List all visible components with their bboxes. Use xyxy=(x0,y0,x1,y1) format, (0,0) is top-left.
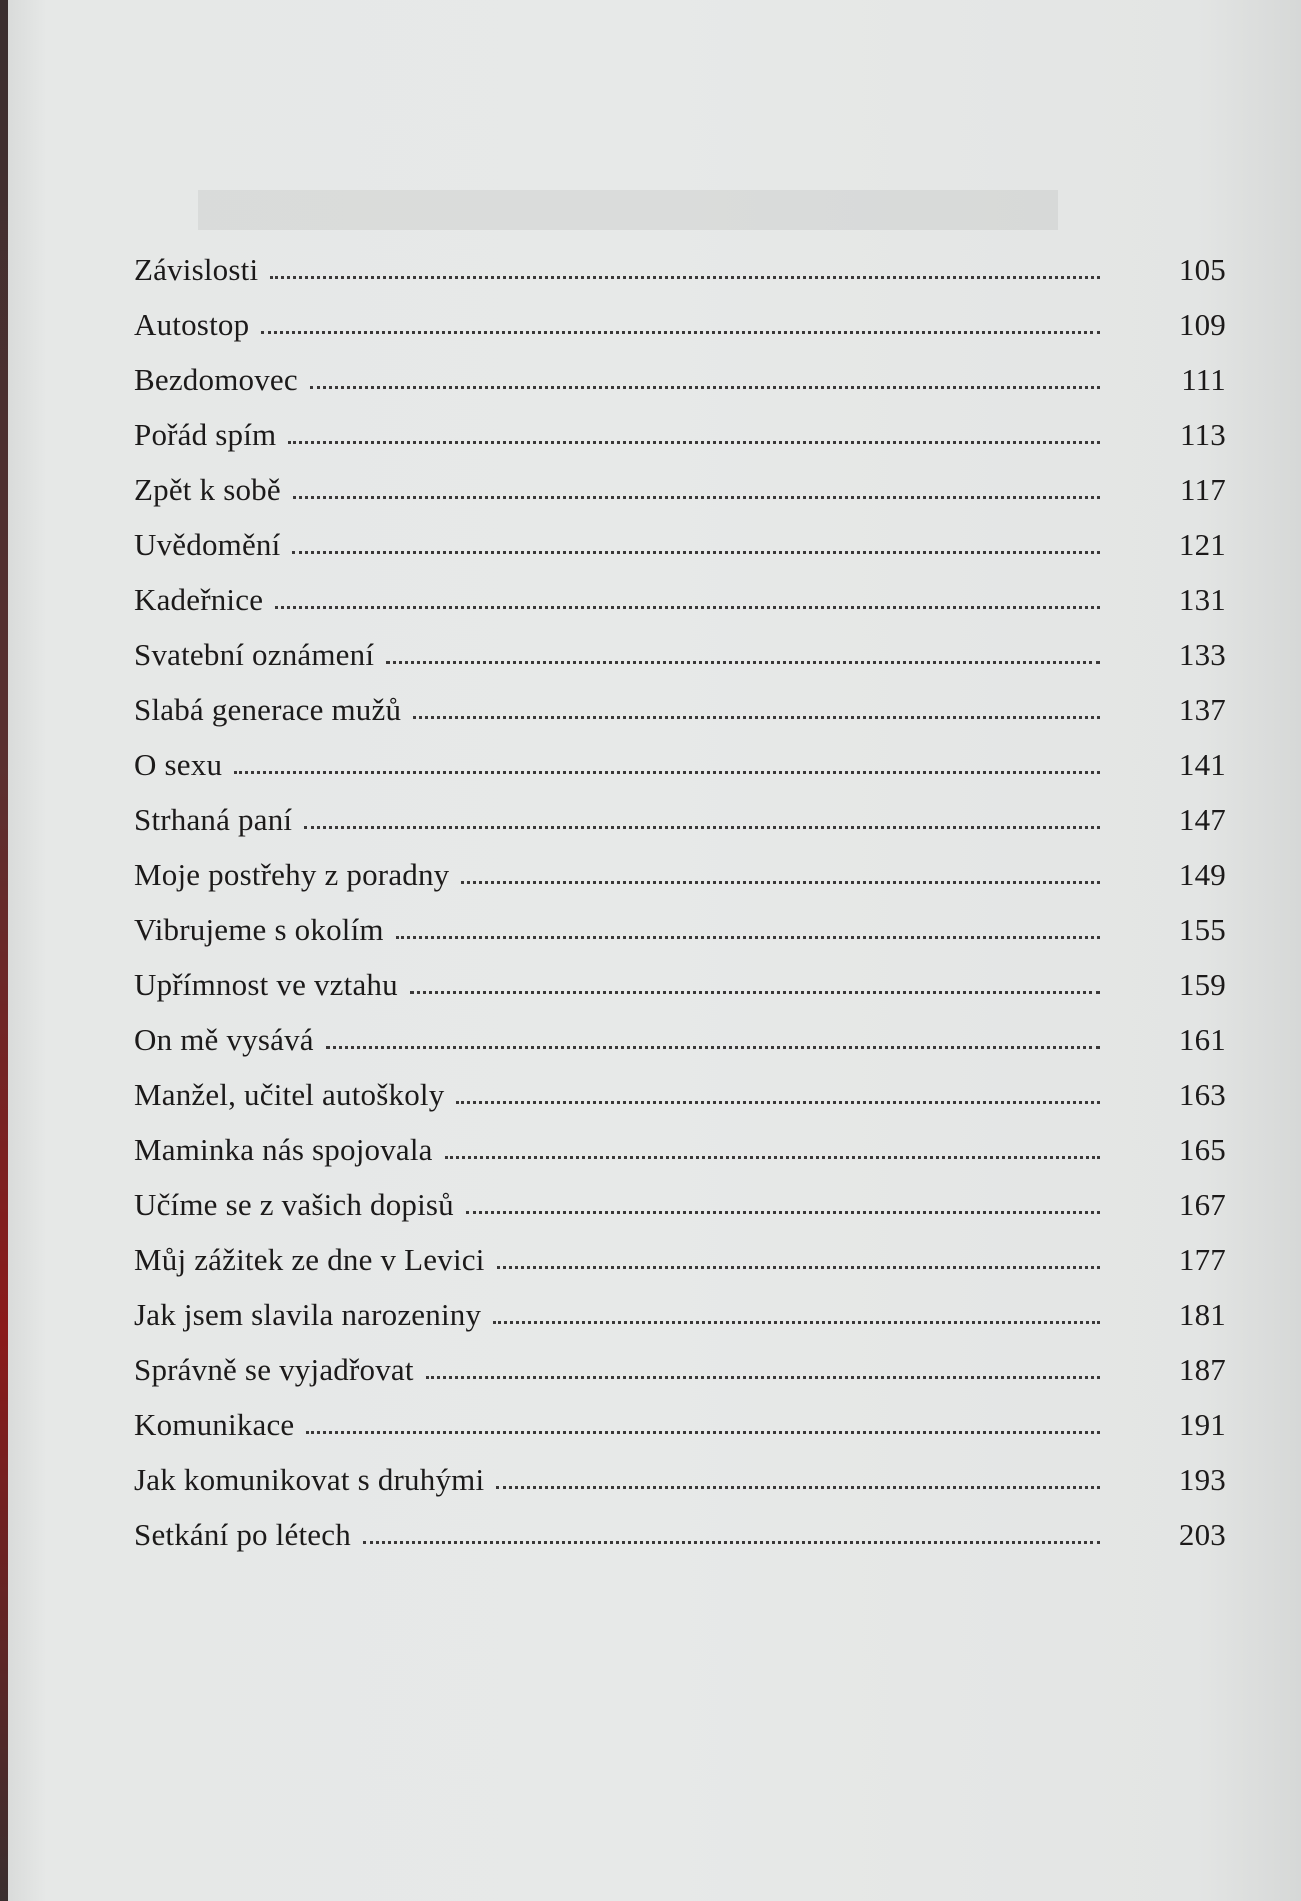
toc-entry xyxy=(134,1063,1226,1113)
dot-leader xyxy=(306,1431,1100,1434)
dot-leader xyxy=(386,661,1100,664)
dot-leader xyxy=(261,331,1100,334)
book-edge xyxy=(0,0,8,1901)
toc-entry-page: 105 xyxy=(1178,252,1226,287)
dot-leader xyxy=(304,826,1100,829)
dot-leader xyxy=(461,881,1100,884)
toc-entry-page: 121 xyxy=(1178,527,1226,562)
book-page xyxy=(8,0,1301,1901)
toc-entry xyxy=(134,1338,1226,1388)
toc-entry-title: Jak komunikovat s druhými xyxy=(134,1462,485,1497)
toc-entry xyxy=(134,1448,1226,1498)
toc-entry-title: On mě vysává xyxy=(134,1022,314,1057)
dot-leader xyxy=(310,386,1100,389)
toc-entry-title: Manžel, učitel autoškoly xyxy=(134,1077,445,1112)
toc-entry-title: Kadeřnice xyxy=(134,582,264,617)
toc-entry-page: 109 xyxy=(1178,307,1226,342)
toc-entry-page: 133 xyxy=(1178,637,1226,672)
toc-entry-page: 113 xyxy=(1180,417,1226,452)
toc-entry-title: Vibrujeme s okolím xyxy=(134,912,384,947)
toc-entry xyxy=(134,513,1226,563)
toc-entry-page: 167 xyxy=(1178,1187,1226,1222)
toc-entry-title: Bezdomovec xyxy=(134,362,298,397)
toc-entry-title: Svatební oznámení xyxy=(134,637,375,672)
toc-entry-page: 181 xyxy=(1178,1297,1226,1332)
dot-leader xyxy=(413,716,1100,719)
dot-leader xyxy=(363,1541,1100,1544)
toc-entry xyxy=(134,1008,1226,1058)
toc-entry xyxy=(134,898,1226,948)
toc-entry xyxy=(134,1118,1226,1168)
dot-leader xyxy=(445,1156,1100,1159)
toc-entry-title: Strhaná paní xyxy=(134,802,293,837)
toc-entry-page: 191 xyxy=(1178,1407,1226,1442)
toc-entry-title: Upřímnost ve vztahu xyxy=(134,967,398,1002)
toc-entry-page: 117 xyxy=(1180,472,1226,507)
toc-entry xyxy=(134,678,1226,728)
toc-entry-title: Slabá generace mužů xyxy=(134,692,402,727)
toc-entry-title: Komunikace xyxy=(134,1407,295,1442)
toc-entry xyxy=(134,953,1226,1003)
toc-entry xyxy=(134,293,1226,343)
dot-leader xyxy=(396,936,1100,939)
dot-leader xyxy=(326,1046,1100,1049)
toc-entry-page: 159 xyxy=(1178,967,1226,1002)
toc-entry-title: Autostop xyxy=(134,307,250,342)
toc-entry-title: Setkání po létech xyxy=(134,1517,351,1552)
dot-leader xyxy=(275,606,1100,609)
dot-leader xyxy=(270,276,1100,279)
toc-entry xyxy=(134,238,1226,288)
toc-entry-title: Závislosti xyxy=(134,252,259,287)
dot-leader xyxy=(466,1211,1100,1214)
toc-entry-title: Zpět k sobě xyxy=(134,472,281,507)
toc-entry-page: 147 xyxy=(1178,802,1226,837)
toc-entry xyxy=(134,403,1226,453)
toc-entry-page: 131 xyxy=(1178,582,1226,617)
toc-entry-title: Uvědomění xyxy=(134,527,281,562)
dot-leader xyxy=(293,496,1100,499)
toc-entry-title: O sexu xyxy=(134,747,223,782)
table-of-contents xyxy=(8,0,1301,1901)
toc-entry-title: Můj zážitek ze dne v Levici xyxy=(134,1242,485,1277)
toc-entry-title: Učíme se z vašich dopisů xyxy=(134,1187,454,1222)
toc-entry xyxy=(134,1228,1226,1278)
toc-entry xyxy=(134,1393,1226,1443)
toc-entry xyxy=(134,568,1226,618)
toc-entry-page: 149 xyxy=(1178,857,1226,892)
dot-leader xyxy=(426,1376,1100,1379)
toc-entry-title: Moje postřehy z poradny xyxy=(134,857,450,892)
toc-entry xyxy=(134,1503,1226,1553)
toc-entry-title: Pořád spím xyxy=(134,417,277,452)
toc-entry-title: Maminka nás spojovala xyxy=(134,1132,433,1167)
dot-leader xyxy=(496,1486,1100,1489)
dot-leader xyxy=(410,991,1100,994)
toc-entry xyxy=(134,623,1226,673)
dot-leader xyxy=(234,771,1100,774)
toc-entry xyxy=(134,843,1226,893)
toc-entry xyxy=(134,733,1226,783)
toc-entry-page: 161 xyxy=(1178,1022,1226,1057)
dot-leader xyxy=(288,441,1100,444)
toc-entry-title: Jak jsem slavila narozeniny xyxy=(134,1297,482,1332)
dot-leader xyxy=(493,1321,1100,1324)
toc-entry-page: 177 xyxy=(1178,1242,1226,1277)
toc-entry-page: 165 xyxy=(1178,1132,1226,1167)
toc-entry-title: Správně se vyjadřovat xyxy=(134,1352,414,1387)
toc-entry xyxy=(134,788,1226,838)
toc-entry-page: 155 xyxy=(1178,912,1226,947)
toc-entry-page: 187 xyxy=(1178,1352,1226,1387)
toc-entry-page: 193 xyxy=(1178,1462,1226,1497)
toc-entry-page: 203 xyxy=(1178,1517,1226,1552)
toc-entry-page: 137 xyxy=(1178,692,1226,727)
toc-entry xyxy=(134,348,1226,398)
toc-entry xyxy=(134,1173,1226,1223)
toc-entry xyxy=(134,458,1226,508)
toc-entry-page: 163 xyxy=(1178,1077,1226,1112)
toc-entry-page: 111 xyxy=(1181,362,1226,397)
dot-leader xyxy=(292,551,1100,554)
dot-leader xyxy=(497,1266,1100,1269)
toc-entry-page: 141 xyxy=(1178,747,1226,782)
toc-entry xyxy=(134,1283,1226,1333)
dot-leader xyxy=(456,1101,1100,1104)
